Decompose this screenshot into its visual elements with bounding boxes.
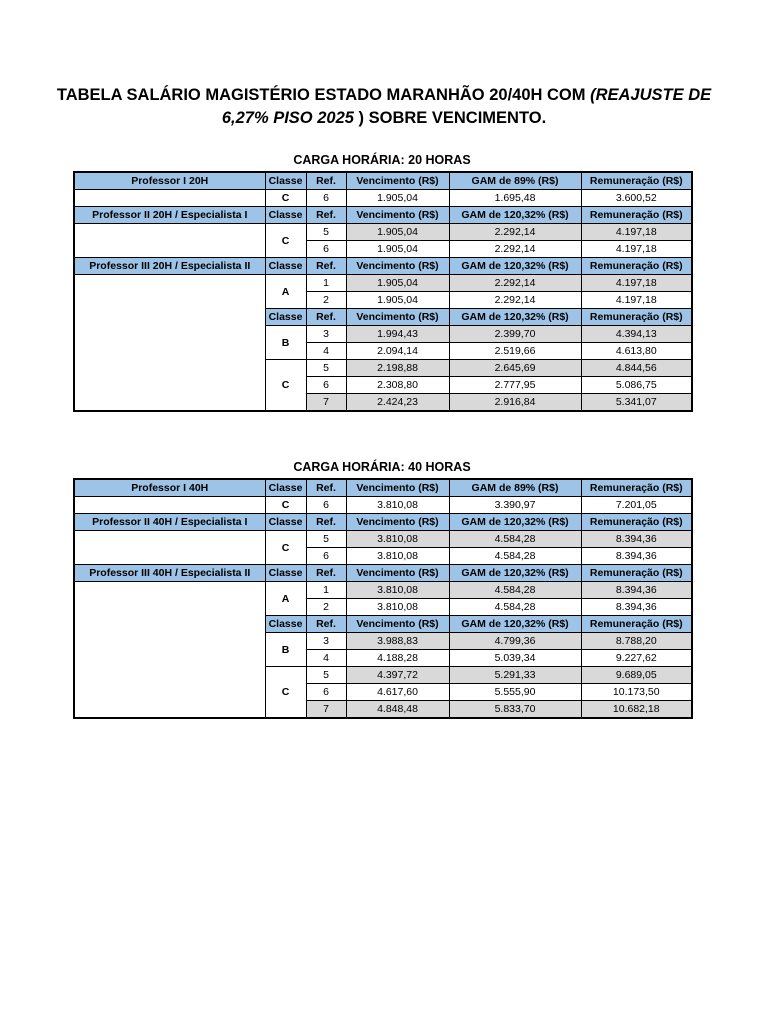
col-classe: Classe	[265, 258, 306, 275]
ref-cell: 5	[306, 667, 346, 684]
classe-cell: C	[265, 531, 306, 565]
classe-cell: B	[265, 326, 306, 360]
table-row	[74, 224, 692, 241]
ref-cell: 6	[306, 377, 346, 394]
gam-cell: 5.833,70	[449, 701, 581, 719]
remuneracao-cell: 3.600,52	[581, 190, 692, 207]
category-label: Professor III 40H / Especialista II	[74, 565, 265, 582]
classe-cell: C	[265, 190, 306, 207]
vencimento-cell: 3.988,83	[346, 633, 449, 650]
category-label: Professor I 40H	[74, 479, 265, 497]
col-ref: Ref.	[306, 258, 346, 275]
vencimento-cell: 3.810,08	[346, 582, 449, 599]
table-row	[74, 275, 692, 292]
ref-cell: 4	[306, 650, 346, 667]
col-vencimento: Vencimento (R$)	[346, 616, 449, 633]
ref-cell: 1	[306, 582, 346, 599]
remuneracao-cell: 8.394,36	[581, 599, 692, 616]
document-title	[40, 84, 728, 130]
remuneracao-cell: 8.788,20	[581, 633, 692, 650]
vencimento-cell: 2.308,80	[346, 377, 449, 394]
col-vencimento: Vencimento (R$)	[346, 514, 449, 531]
col-classe: Classe	[265, 565, 306, 582]
col-gam: GAM de 120,32% (R$)	[449, 309, 581, 326]
gam-cell: 2.645,69	[449, 360, 581, 377]
gam-cell: 2.777,95	[449, 377, 581, 394]
gam-cell: 4.584,28	[449, 599, 581, 616]
ref-cell: 5	[306, 360, 346, 377]
category-label: Professor II 40H / Especialista I	[74, 514, 265, 531]
gam-cell: 4.584,28	[449, 548, 581, 565]
vencimento-cell: 2.424,23	[346, 394, 449, 412]
vencimento-cell: 3.810,08	[346, 548, 449, 565]
gam-cell: 1.695,48	[449, 190, 581, 207]
blank-cell	[74, 582, 265, 719]
remuneracao-cell: 8.394,36	[581, 531, 692, 548]
col-vencimento: Vencimento (R$)	[346, 172, 449, 190]
vencimento-cell: 4.397,72	[346, 667, 449, 684]
col-classe: Classe	[265, 207, 306, 224]
gam-cell: 2.292,14	[449, 241, 581, 258]
classe-cell: A	[265, 275, 306, 309]
col-ref: Ref.	[306, 172, 346, 190]
vencimento-cell: 1.905,04	[346, 275, 449, 292]
col-ref: Ref.	[306, 479, 346, 497]
remuneracao-cell: 9.689,05	[581, 667, 692, 684]
remuneracao-cell: 4.613,80	[581, 343, 692, 360]
ref-cell: 6	[306, 190, 346, 207]
col-classe: Classe	[265, 479, 306, 497]
vencimento-cell: 1.905,04	[346, 292, 449, 309]
category-label: Professor II 20H / Especialista I	[74, 207, 265, 224]
table-header-row	[74, 514, 692, 531]
col-remuneracao: Remuneração (R$)	[581, 479, 692, 497]
col-vencimento: Vencimento (R$)	[346, 565, 449, 582]
vencimento-cell: 4.188,28	[346, 650, 449, 667]
remuneracao-cell: 7.201,05	[581, 497, 692, 514]
ref-cell: 3	[306, 326, 346, 343]
col-ref: Ref.	[306, 616, 346, 633]
col-remuneracao: Remuneração (R$)	[581, 616, 692, 633]
table-header-row	[74, 172, 692, 190]
gam-cell: 2.399,70	[449, 326, 581, 343]
vencimento-cell: 3.810,08	[346, 497, 449, 514]
ref-cell: 7	[306, 394, 346, 412]
col-vencimento: Vencimento (R$)	[346, 309, 449, 326]
col-gam: GAM de 120,32% (R$)	[449, 514, 581, 531]
gam-cell: 5.555,90	[449, 684, 581, 701]
col-ref: Ref.	[306, 207, 346, 224]
blank-cell	[74, 531, 265, 565]
gam-cell: 2.292,14	[449, 292, 581, 309]
remuneracao-cell: 4.197,18	[581, 224, 692, 241]
vencimento-cell: 1.994,43	[346, 326, 449, 343]
col-ref: Ref.	[306, 309, 346, 326]
col-gam: GAM de 120,32% (R$)	[449, 258, 581, 275]
col-classe: Classe	[265, 616, 306, 633]
ref-cell: 5	[306, 224, 346, 241]
section-title-20h: CARGA HORÁRIA: 20 HORAS	[293, 153, 471, 167]
blank-cell	[74, 275, 265, 412]
col-ref: Ref.	[306, 565, 346, 582]
remuneracao-cell: 4.197,18	[581, 292, 692, 309]
col-vencimento: Vencimento (R$)	[346, 479, 449, 497]
col-remuneracao: Remuneração (R$)	[581, 207, 692, 224]
col-remuneracao: Remuneração (R$)	[581, 565, 692, 582]
vencimento-cell: 2.198,88	[346, 360, 449, 377]
vencimento-cell: 3.810,08	[346, 599, 449, 616]
remuneracao-cell: 4.844,56	[581, 360, 692, 377]
remuneracao-cell: 9.227,62	[581, 650, 692, 667]
classe-cell: C	[265, 667, 306, 719]
table-header-row	[74, 258, 692, 275]
col-classe: Classe	[265, 309, 306, 326]
gam-cell: 4.584,28	[449, 582, 581, 599]
table-row	[74, 582, 692, 599]
gam-cell: 2.292,14	[449, 275, 581, 292]
ref-cell: 2	[306, 292, 346, 309]
salary-table-40h	[73, 478, 693, 719]
vencimento-cell: 2.094,14	[346, 343, 449, 360]
classe-cell: C	[265, 224, 306, 258]
ref-cell: 7	[306, 701, 346, 719]
remuneracao-cell: 4.197,18	[581, 275, 692, 292]
title-line-1: TABELA SALÁRIO MAGISTÉRIO ESTADO MARANHÃO 20/40H COM (REAJUSTE DE	[56, 86, 712, 104]
ref-cell: 1	[306, 275, 346, 292]
blank-cell	[74, 224, 265, 258]
vencimento-cell: 1.905,04	[346, 241, 449, 258]
classe-cell: B	[265, 633, 306, 667]
col-ref: Ref.	[306, 514, 346, 531]
remuneracao-cell: 5.341,07	[581, 394, 692, 412]
remuneracao-cell: 5.086,75	[581, 377, 692, 394]
vencimento-cell: 1.905,04	[346, 190, 449, 207]
remuneracao-cell: 8.394,36	[581, 582, 692, 599]
classe-cell: A	[265, 582, 306, 616]
col-vencimento: Vencimento (R$)	[346, 258, 449, 275]
category-label: Professor III 20H / Especialista II	[74, 258, 265, 275]
remuneracao-cell: 10.682,18	[581, 701, 692, 719]
col-gam: GAM de 120,32% (R$)	[449, 207, 581, 224]
ref-cell: 6	[306, 684, 346, 701]
ref-cell: 2	[306, 599, 346, 616]
table-row	[74, 531, 692, 548]
ref-cell: 6	[306, 241, 346, 258]
gam-cell: 5.039,34	[449, 650, 581, 667]
ref-cell: 5	[306, 531, 346, 548]
remuneracao-cell: 4.197,18	[581, 241, 692, 258]
gam-cell: 2.292,14	[449, 224, 581, 241]
gam-cell: 2.916,84	[449, 394, 581, 412]
col-vencimento: Vencimento (R$)	[346, 207, 449, 224]
gam-cell: 4.584,28	[449, 531, 581, 548]
table-row	[74, 190, 692, 207]
gam-cell: 4.799,36	[449, 633, 581, 650]
col-remuneracao: Remuneração (R$)	[581, 258, 692, 275]
blank-cell	[74, 190, 265, 207]
classe-cell: C	[265, 360, 306, 412]
vencimento-cell: 4.617,60	[346, 684, 449, 701]
col-remuneracao: Remuneração (R$)	[581, 309, 692, 326]
gam-cell: 5.291,33	[449, 667, 581, 684]
ref-cell: 4	[306, 343, 346, 360]
col-gam: GAM de 89% (R$)	[449, 479, 581, 497]
col-remuneracao: Remuneração (R$)	[581, 172, 692, 190]
ref-cell: 3	[306, 633, 346, 650]
classe-cell: C	[265, 497, 306, 514]
blank-cell	[74, 497, 265, 514]
table-header-row	[74, 565, 692, 582]
col-classe: Classe	[265, 172, 306, 190]
col-remuneracao: Remuneração (R$)	[581, 514, 692, 531]
table-row	[74, 497, 692, 514]
col-gam: GAM de 89% (R$)	[449, 172, 581, 190]
gam-cell: 3.390,97	[449, 497, 581, 514]
gam-cell: 2.519,66	[449, 343, 581, 360]
remuneracao-cell: 8.394,36	[581, 548, 692, 565]
vencimento-cell: 4.848,48	[346, 701, 449, 719]
section-title-40h: CARGA HORÁRIA: 40 HORAS	[293, 460, 471, 474]
salary-table-20h	[73, 171, 693, 412]
col-gam: GAM de 120,32% (R$)	[449, 565, 581, 582]
ref-cell: 6	[306, 497, 346, 514]
ref-cell: 6	[306, 548, 346, 565]
category-label: Professor I 20H	[74, 172, 265, 190]
table-header-row	[74, 479, 692, 497]
remuneracao-cell: 10.173,50	[581, 684, 692, 701]
remuneracao-cell: 4.394,13	[581, 326, 692, 343]
col-gam: GAM de 120,32% (R$)	[449, 616, 581, 633]
vencimento-cell: 3.810,08	[346, 531, 449, 548]
title-line-2: 6,27% PISO 2025 ) SOBRE VENCIMENTO.	[221, 109, 547, 127]
col-classe: Classe	[265, 514, 306, 531]
table-header-row	[74, 207, 692, 224]
vencimento-cell: 1.905,04	[346, 224, 449, 241]
